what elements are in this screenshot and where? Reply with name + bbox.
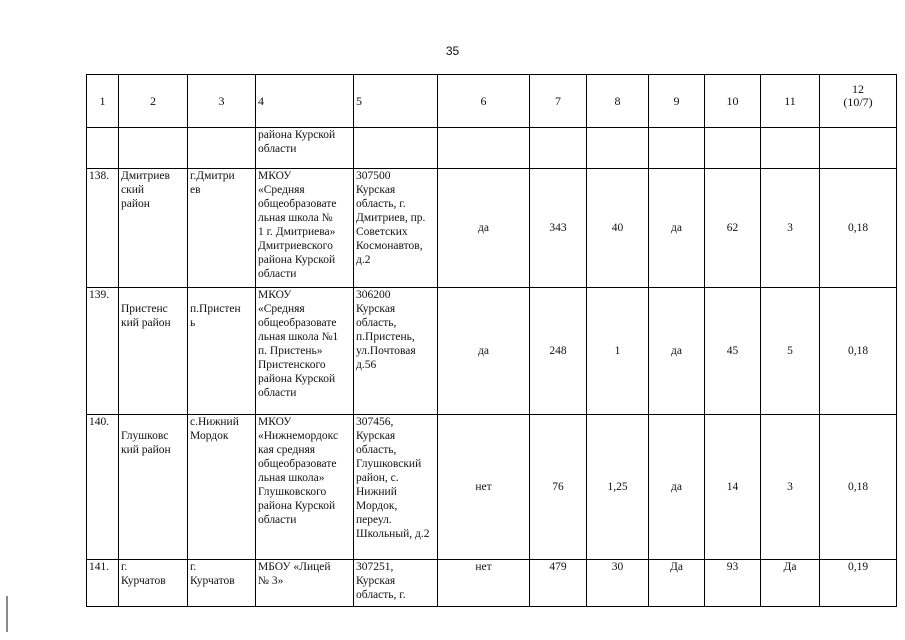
header-cell: 10 [705, 75, 761, 128]
col8-value: 1,25 [607, 481, 628, 493]
header-cell: 9 [649, 75, 705, 128]
value-cell [705, 415, 761, 560]
value-cell [761, 415, 820, 560]
school-cell [256, 560, 354, 607]
locality-cell [188, 169, 256, 288]
table-row [87, 288, 897, 415]
col8-value: 30 [611, 561, 624, 573]
district-name: Пристенс кий район [121, 303, 171, 329]
header-cell: 12 (10/7) [820, 75, 897, 128]
col7-value: 343 [549, 222, 567, 234]
col9-value: Да [670, 561, 683, 573]
school-address: 307251, Курская область, г. [356, 561, 406, 601]
value-cell [705, 560, 761, 607]
table-cell [256, 128, 354, 169]
school-name-continuation: района Курской области [258, 129, 336, 155]
value-cell [587, 169, 649, 288]
value-cell [761, 560, 820, 607]
page-number: 35 [445, 44, 460, 58]
value-cell [530, 288, 587, 415]
table-cell [530, 128, 587, 169]
school-name: МБОУ «Лицей № 3» [258, 561, 331, 587]
table-cell [705, 128, 761, 169]
col6-value: нет [475, 561, 492, 573]
row-number: 140. [87, 415, 119, 560]
value-cell [820, 560, 897, 607]
value-cell [587, 415, 649, 560]
school-cell [256, 288, 354, 415]
header-cell: 7 [530, 75, 587, 128]
value-cell [705, 288, 761, 415]
col10-value: 45 [726, 345, 739, 357]
col10-value: 93 [726, 561, 739, 573]
col9-value: да [671, 222, 682, 234]
col11-value: 5 [787, 345, 793, 357]
value-cell [587, 288, 649, 415]
school-cell [256, 169, 354, 288]
value-cell [530, 169, 587, 288]
school-cell [256, 415, 354, 560]
school-name: МКОУ «Средняя общеобразовате льная школа № 1 г. Дмитриева» Дмитриевского района Курской области [258, 170, 337, 280]
col8-value: 1 [614, 345, 621, 357]
value-cell [438, 560, 530, 607]
table-row-continuation [87, 128, 897, 169]
table-row [87, 169, 897, 288]
value-cell [438, 415, 530, 560]
table-cell [188, 128, 256, 169]
value-cell [705, 169, 761, 288]
district-name: Дмитриев ский район [121, 170, 170, 210]
value-cell [438, 169, 530, 288]
school-address: 307456, Курская область, Глушковский район, с. Нижний Мордок, переул. Школьный, д.2 [356, 416, 430, 540]
col11-value: 3 [787, 481, 793, 493]
locality-name: г. Курчатов [190, 561, 235, 587]
value-cell [530, 560, 587, 607]
row-number: 138. [87, 169, 119, 288]
col12-value: 0,18 [847, 345, 869, 357]
table-row [87, 415, 897, 560]
header-cell: 3 [188, 75, 256, 128]
col7-value: 479 [549, 561, 567, 573]
locality-cell [188, 415, 256, 560]
value-cell [761, 288, 820, 415]
header-cell: 5 [354, 75, 438, 128]
data-table [86, 74, 897, 607]
district-cell [119, 288, 188, 415]
value-cell [649, 415, 705, 560]
header-cell: 11 [761, 75, 820, 128]
scan-edge-mark [6, 596, 8, 632]
col9-value: да [671, 481, 682, 493]
col12-value: 0,18 [847, 481, 869, 493]
header-cell: 6 [438, 75, 530, 128]
district-cell [119, 415, 188, 560]
col8-value: 40 [611, 222, 624, 234]
district-name: Глушковс кий район [121, 430, 171, 456]
table-cell [820, 128, 897, 169]
locality-cell [188, 288, 256, 415]
value-cell [820, 288, 897, 415]
col6-value: да [478, 345, 489, 357]
value-cell [530, 415, 587, 560]
table-cell [649, 128, 705, 169]
col7-value: 248 [549, 345, 567, 357]
locality-name: п.Пристен ь [190, 303, 241, 329]
address-cell [354, 169, 438, 288]
locality-name: г.Дмитри ев [190, 170, 235, 196]
col10-value: 62 [726, 222, 739, 234]
table-cell [438, 128, 530, 169]
table-row [87, 560, 897, 607]
table-cell [119, 128, 188, 169]
school-address: 307500 Курская область, г. Дмитриев, пр. Советских Космонавтов, д.2 [356, 170, 426, 266]
col6-value: да [478, 222, 489, 234]
value-cell [649, 169, 705, 288]
value-cell [761, 169, 820, 288]
address-cell [354, 415, 438, 560]
header-cell: 8 [587, 75, 649, 128]
col12-value: 0,18 [847, 222, 869, 234]
table-cell [761, 128, 820, 169]
school-address: 306200 Курская область, п.Пристень, ул.Почтовая д.56 [356, 289, 416, 371]
col10-value: 14 [726, 481, 739, 493]
col9-value: да [671, 345, 682, 357]
header-cell: 2 [119, 75, 188, 128]
district-cell [119, 560, 188, 607]
district-name: г. Курчатов [121, 561, 166, 587]
col11-value: Да [783, 561, 797, 573]
value-cell [820, 415, 897, 560]
table-header-row [87, 75, 897, 128]
header-cell: 4 [256, 75, 354, 128]
address-cell [354, 560, 438, 607]
col11-value: 3 [787, 222, 793, 234]
locality-name: с.Нижний Мордок [190, 416, 239, 442]
value-cell [820, 169, 897, 288]
header-cell: 1 [87, 75, 119, 128]
table-cell [87, 128, 119, 169]
school-name: МКОУ «Нижнемордокс кая средняя общеобразовате льная школа» Глушковского района Курской области [258, 416, 339, 526]
school-name: МКОУ «Средняя общеобразовате льная школа №1 п. Пристень» Пристенского района Курской области [258, 289, 339, 399]
col6-value: нет [475, 481, 492, 493]
row-number: 139. [87, 288, 119, 415]
row-number: 141. [87, 560, 119, 607]
col12-value: 0,19 [847, 561, 869, 573]
value-cell [438, 288, 530, 415]
address-cell [354, 288, 438, 415]
table-cell [587, 128, 649, 169]
value-cell [649, 288, 705, 415]
value-cell [587, 560, 649, 607]
value-cell [649, 560, 705, 607]
district-cell [119, 169, 188, 288]
col7-value: 76 [552, 481, 564, 493]
table-cell [354, 128, 438, 169]
locality-cell [188, 560, 256, 607]
